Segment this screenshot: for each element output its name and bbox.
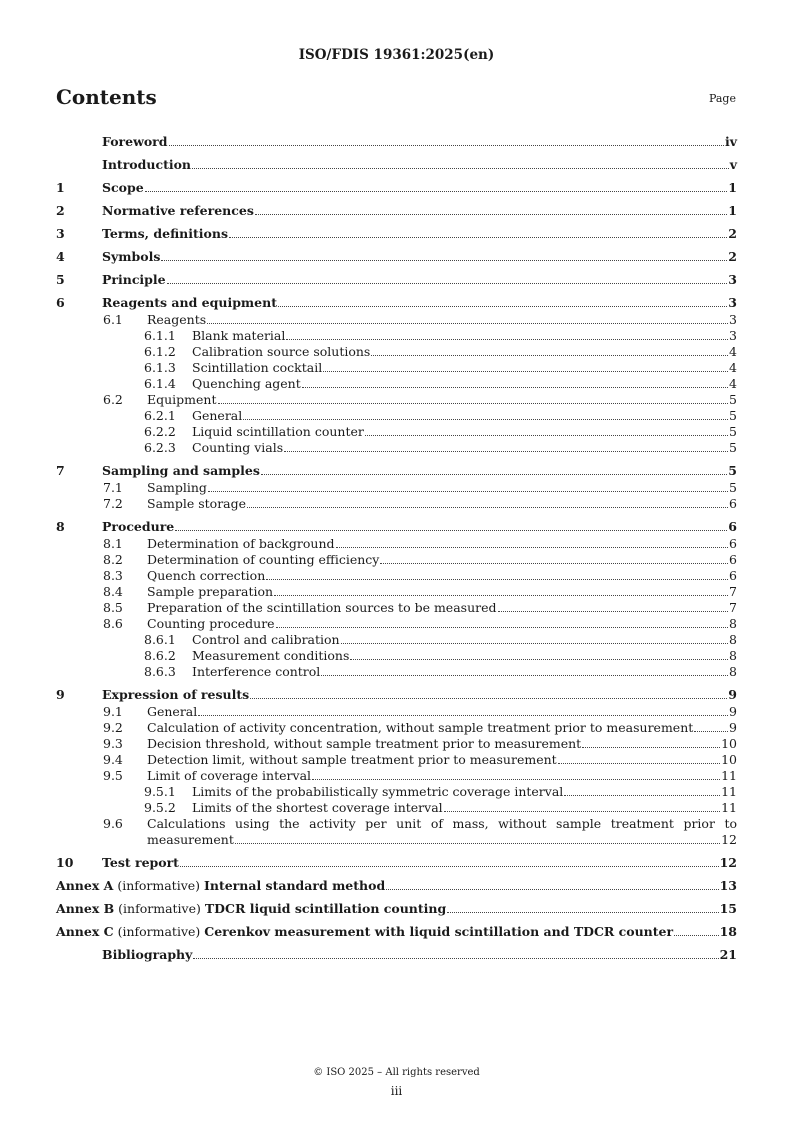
annex-label: Annex A xyxy=(56,878,114,893)
dot-leader xyxy=(371,355,728,356)
toc-entry-title: Blank material xyxy=(192,328,286,343)
page-number: iii xyxy=(390,1084,403,1098)
toc-entry-page: 2 xyxy=(728,226,737,241)
dot-leader xyxy=(247,507,728,508)
toc-entry-number: 6.2.1 xyxy=(144,408,176,423)
toc-entry-page: 5 xyxy=(729,480,737,495)
dot-leader xyxy=(447,912,718,913)
dot-leader xyxy=(321,675,728,676)
toc-entry-number: 9.4 xyxy=(103,752,123,767)
dot-leader xyxy=(145,191,728,192)
annex-title: Cerenkov measurement with liquid scintillation and TDCR counter xyxy=(204,924,674,939)
toc-entry-title: Sample storage xyxy=(147,496,247,511)
toc-entry-page: 12 xyxy=(719,855,737,870)
dot-leader xyxy=(558,763,720,764)
toc-entry-number: 6.1.4 xyxy=(144,376,176,391)
toc-entry-number: 8.4 xyxy=(103,584,123,599)
toc-entry-number: 2 xyxy=(56,203,65,218)
toc-entry-title: General xyxy=(192,408,243,423)
toc-entry-number: 9.1 xyxy=(103,704,123,719)
toc-entry-number: 8.6.3 xyxy=(144,664,176,679)
toc-entry-page: 4 xyxy=(729,376,737,391)
dot-leader xyxy=(243,419,728,420)
toc-entry-page: 3 xyxy=(728,295,737,310)
dot-leader xyxy=(175,530,727,531)
toc-entry[interactable] xyxy=(56,816,737,848)
dot-leader xyxy=(365,435,728,436)
dot-leader xyxy=(207,323,728,324)
toc-entry-title: Sampling and samples xyxy=(102,463,260,478)
dot-leader xyxy=(386,889,718,890)
toc-entry-title: Normative references xyxy=(102,203,254,218)
toc-entry-title: Interference control xyxy=(192,664,321,679)
toc-entry-title: Quenching agent xyxy=(192,376,301,391)
dot-leader xyxy=(323,371,728,372)
annex-label: Annex B xyxy=(56,901,115,916)
dot-leader xyxy=(180,866,719,867)
toc-entry-page: 3 xyxy=(728,272,737,287)
toc-entry-title: Scintillation cocktail xyxy=(192,360,323,375)
dot-leader xyxy=(380,563,728,564)
toc-entry[interactable] xyxy=(56,328,737,344)
toc-entry[interactable] xyxy=(56,392,737,408)
toc-entry[interactable] xyxy=(56,900,737,918)
toc-entry[interactable] xyxy=(56,408,737,424)
toc-entry-number: 8 xyxy=(56,519,65,534)
toc-entry-page: 2 xyxy=(728,249,737,264)
toc-entry[interactable] xyxy=(56,344,737,360)
toc-entry[interactable] xyxy=(56,877,737,895)
toc-entry-number: 6.2.3 xyxy=(144,440,176,455)
toc-entry-number: 6.1.3 xyxy=(144,360,176,375)
copyright-footer: © ISO 2025 – All rights reserved xyxy=(313,1067,480,1078)
toc-entry-page: 8 xyxy=(729,648,737,663)
toc-entry[interactable] xyxy=(56,648,737,664)
annex-type-note: (informative) xyxy=(113,924,205,939)
toc-entry[interactable] xyxy=(56,462,737,480)
toc-entry-page: 9 xyxy=(729,720,737,735)
toc-entry-number: 9.6 xyxy=(103,816,123,831)
dot-leader xyxy=(284,451,728,452)
toc-entry-title: Introduction xyxy=(102,157,192,172)
table-of-contents xyxy=(56,128,737,964)
toc-entry-title: Determination of background xyxy=(147,536,335,551)
dot-leader xyxy=(674,935,719,936)
toc-entry-number: 8.1 xyxy=(103,536,123,551)
toc-entry-page: 6 xyxy=(729,496,737,511)
toc-entry[interactable] xyxy=(56,376,737,392)
dot-leader xyxy=(161,260,727,261)
toc-entry-page: 9 xyxy=(729,704,737,719)
dot-leader xyxy=(336,547,729,548)
toc-entry-page: 11 xyxy=(721,768,737,783)
dot-leader xyxy=(250,698,727,699)
dot-leader xyxy=(266,579,728,580)
toc-entry-title: Reagents xyxy=(147,312,207,327)
dot-leader xyxy=(193,958,718,959)
toc-entry-page: 6 xyxy=(728,519,737,534)
toc-entry-page: 11 xyxy=(721,800,737,815)
dot-leader xyxy=(261,474,727,475)
toc-entry-number: 9.3 xyxy=(103,736,123,751)
toc-entry-page: 5 xyxy=(729,408,737,423)
dot-leader xyxy=(302,387,728,388)
toc-entry[interactable] xyxy=(56,156,737,174)
dot-leader xyxy=(350,659,728,660)
toc-entry[interactable] xyxy=(56,854,737,872)
toc-entry-title: Sampling xyxy=(147,480,207,495)
toc-entry-number: 6.2.2 xyxy=(144,424,176,439)
toc-entry-number: 10 xyxy=(56,855,74,870)
toc-entry-title: Test report xyxy=(102,855,179,870)
dot-leader xyxy=(312,779,720,780)
toc-entry-number: 6.2 xyxy=(103,392,123,407)
dot-leader xyxy=(582,747,720,748)
toc-entry-number: 9.5.1 xyxy=(144,784,176,799)
toc-entry-title: Limit of coverage interval xyxy=(147,768,312,783)
toc-entry-page: 11 xyxy=(721,784,737,799)
toc-entry-number: 3 xyxy=(56,226,65,241)
toc-entry-number: 8.6.1 xyxy=(144,632,176,647)
toc-entry-title: Foreword xyxy=(102,134,168,149)
annex-title: Internal standard method xyxy=(204,878,386,893)
toc-entry[interactable] xyxy=(56,686,737,704)
toc-entry-page: 3 xyxy=(729,312,737,327)
toc-entry-title: Decision threshold, without sample treatment prior to measurement xyxy=(147,736,582,751)
annex-label: Annex C xyxy=(56,924,114,939)
toc-entry-number: 9.5 xyxy=(103,768,123,783)
toc-entry[interactable] xyxy=(56,664,737,680)
toc-entry-title: Limits of the probabilistically symmetric coverage interval xyxy=(192,784,564,799)
toc-entry[interactable] xyxy=(56,202,737,220)
toc-entry-page: 5 xyxy=(729,424,737,439)
toc-entry-title: Sample preparation xyxy=(147,584,274,599)
toc-entry-title: Terms, definitions xyxy=(102,226,228,241)
toc-entry-page: 6 xyxy=(729,568,737,583)
page-column-label: Page xyxy=(708,92,736,105)
toc-entry-page: 7 xyxy=(729,584,737,599)
toc-entry[interactable] xyxy=(56,704,737,720)
toc-entry-number: 8.6 xyxy=(103,616,123,631)
toc-entry-page: 10 xyxy=(721,736,737,751)
annex-type-note: (informative) xyxy=(114,901,205,916)
toc-entry-page: 9 xyxy=(728,687,737,702)
toc-entry-number: 8.6.2 xyxy=(144,648,176,663)
toc-entry-title: Calibration source solutions xyxy=(192,344,371,359)
dot-leader xyxy=(274,595,728,596)
toc-entry[interactable] xyxy=(56,600,737,616)
toc-entry[interactable] xyxy=(56,480,737,496)
toc-entry-page: 12 xyxy=(721,832,737,847)
toc-entry-number: 8.3 xyxy=(103,568,123,583)
toc-entry-title: Liquid scintillation counter xyxy=(192,424,364,439)
dot-leader xyxy=(169,145,724,146)
toc-entry-page: 18 xyxy=(719,924,737,939)
toc-entry[interactable] xyxy=(56,752,737,768)
toc-entry[interactable] xyxy=(56,440,737,456)
toc-entry-title: Symbols xyxy=(102,249,161,264)
contents-heading: Contents xyxy=(56,85,157,109)
toc-entry-title: Equipment xyxy=(147,392,217,407)
dot-leader xyxy=(694,731,728,732)
dot-leader xyxy=(255,214,727,215)
dot-leader xyxy=(498,611,729,612)
toc-entry[interactable] xyxy=(56,584,737,600)
toc-entry-number: 7.1 xyxy=(103,480,123,495)
toc-entry-page: 7 xyxy=(729,600,737,615)
dot-leader xyxy=(235,843,720,844)
toc-entry[interactable] xyxy=(56,946,737,964)
dot-leader xyxy=(218,403,729,404)
toc-entry-page: 10 xyxy=(721,752,737,767)
toc-entry-title: Quench correction xyxy=(147,568,266,583)
toc-entry[interactable] xyxy=(56,736,737,752)
toc-entry-title: Control and calibration xyxy=(192,632,340,647)
toc-entry-page: 13 xyxy=(719,878,737,893)
toc-entry[interactable] xyxy=(56,784,737,800)
toc-entry-page: v xyxy=(729,157,737,172)
toc-entry-page: 21 xyxy=(719,947,737,962)
toc-entry-title xyxy=(56,900,446,918)
annex-type-note: (informative) xyxy=(113,878,205,893)
toc-entry-title xyxy=(147,816,737,848)
dot-leader xyxy=(278,306,727,307)
toc-entry[interactable] xyxy=(56,294,737,312)
toc-entry[interactable] xyxy=(56,133,737,151)
toc-entry-number: 1 xyxy=(56,180,65,195)
toc-entry-page: 4 xyxy=(729,344,737,359)
toc-entry-title: Procedure xyxy=(102,519,175,534)
toc-entry[interactable] xyxy=(56,568,737,584)
toc-entry-title: Bibliography xyxy=(102,947,193,962)
dot-leader xyxy=(341,643,728,644)
dot-leader xyxy=(286,339,728,340)
dot-leader xyxy=(276,627,728,628)
toc-entry[interactable] xyxy=(56,923,737,941)
toc-entry-number: 9.5.2 xyxy=(144,800,176,815)
toc-entry[interactable] xyxy=(56,720,737,736)
toc-entry-page: 1 xyxy=(728,180,737,195)
toc-entry-number: 6 xyxy=(56,295,65,310)
toc-entry-page: 5 xyxy=(728,463,737,478)
dot-leader xyxy=(564,795,720,796)
toc-entry-title xyxy=(56,877,385,895)
toc-entry[interactable] xyxy=(56,496,737,512)
dot-leader xyxy=(208,491,728,492)
toc-entry[interactable] xyxy=(56,632,737,648)
toc-entry-number: 7 xyxy=(56,463,65,478)
toc-entry[interactable] xyxy=(56,312,737,328)
toc-entry-title-line2: measurement xyxy=(147,832,234,847)
toc-entry-number: 6.1.2 xyxy=(144,344,176,359)
toc-entry-title: Determination of counting efficiency xyxy=(147,552,380,567)
toc-entry-number: 5 xyxy=(56,272,65,287)
toc-entry-title: Reagents and equipment xyxy=(102,295,277,310)
toc-entry-page: 6 xyxy=(729,536,737,551)
toc-entry-page: 15 xyxy=(719,901,737,916)
toc-entry[interactable] xyxy=(56,518,737,536)
toc-entry-title: General xyxy=(147,704,198,719)
dot-leader xyxy=(192,168,729,169)
toc-entry-title: Preparation of the scintillation sources to be measured xyxy=(147,600,497,615)
toc-entry-page: iv xyxy=(724,134,737,149)
dot-leader xyxy=(167,283,728,284)
toc-entry[interactable] xyxy=(56,179,737,197)
toc-entry-title: Measurement conditions xyxy=(192,648,350,663)
annex-title: TDCR liquid scintillation counting xyxy=(204,901,447,916)
toc-entry-title: Principle xyxy=(102,272,166,287)
toc-entry-page: 8 xyxy=(729,632,737,647)
toc-entry-number: 6.1 xyxy=(103,312,123,327)
toc-entry-number: 8.2 xyxy=(103,552,123,567)
toc-entry-page: 5 xyxy=(729,392,737,407)
toc-entry-title: Detection limit, without sample treatment prior to measurement xyxy=(147,752,557,767)
toc-entry-title: Limits of the shortest coverage interval xyxy=(192,800,443,815)
toc-entry-number: 8.5 xyxy=(103,600,123,615)
toc-entry-number: 6.1.1 xyxy=(144,328,176,343)
dot-leader xyxy=(444,811,720,812)
toc-entry-number: 9 xyxy=(56,687,65,702)
toc-entry[interactable] xyxy=(56,225,737,243)
toc-entry-title: Scope xyxy=(102,180,144,195)
toc-entry[interactable] xyxy=(56,424,737,440)
toc-entry[interactable] xyxy=(56,552,737,568)
toc-entry-number: 9.2 xyxy=(103,720,123,735)
toc-entry-page: 6 xyxy=(729,552,737,567)
document-id-header: ISO/FDIS 19361:2025(en) xyxy=(298,47,495,63)
toc-entry[interactable] xyxy=(56,616,737,632)
toc-entry-title: Expression of results xyxy=(102,687,250,702)
toc-entry-title: Counting procedure xyxy=(147,616,275,631)
toc-entry[interactable] xyxy=(56,800,737,816)
toc-entry-page: 5 xyxy=(729,440,737,455)
toc-entry[interactable] xyxy=(56,360,737,376)
toc-entry-number: 7.2 xyxy=(103,496,123,511)
toc-entry[interactable] xyxy=(56,248,737,266)
toc-entry[interactable] xyxy=(56,536,737,552)
toc-entry[interactable] xyxy=(56,768,737,784)
toc-entry-title: Calculation of activity concentration, without sample treatment prior to measurement xyxy=(147,720,694,735)
toc-entry[interactable] xyxy=(56,271,737,289)
toc-entry-page: 1 xyxy=(728,203,737,218)
toc-entry-title-line1: Calculations using the activity per unit of mass, without sample treatment prior to xyxy=(147,816,737,831)
toc-entry-title xyxy=(56,923,673,941)
toc-entry-page: 4 xyxy=(729,360,737,375)
toc-entry-number: 4 xyxy=(56,249,65,264)
toc-entry-page: 8 xyxy=(729,664,737,679)
toc-entry-page: 3 xyxy=(729,328,737,343)
toc-entry-page: 8 xyxy=(729,616,737,631)
dot-leader xyxy=(198,715,728,716)
toc-entry-title: Counting vials xyxy=(192,440,284,455)
dot-leader xyxy=(229,237,727,238)
